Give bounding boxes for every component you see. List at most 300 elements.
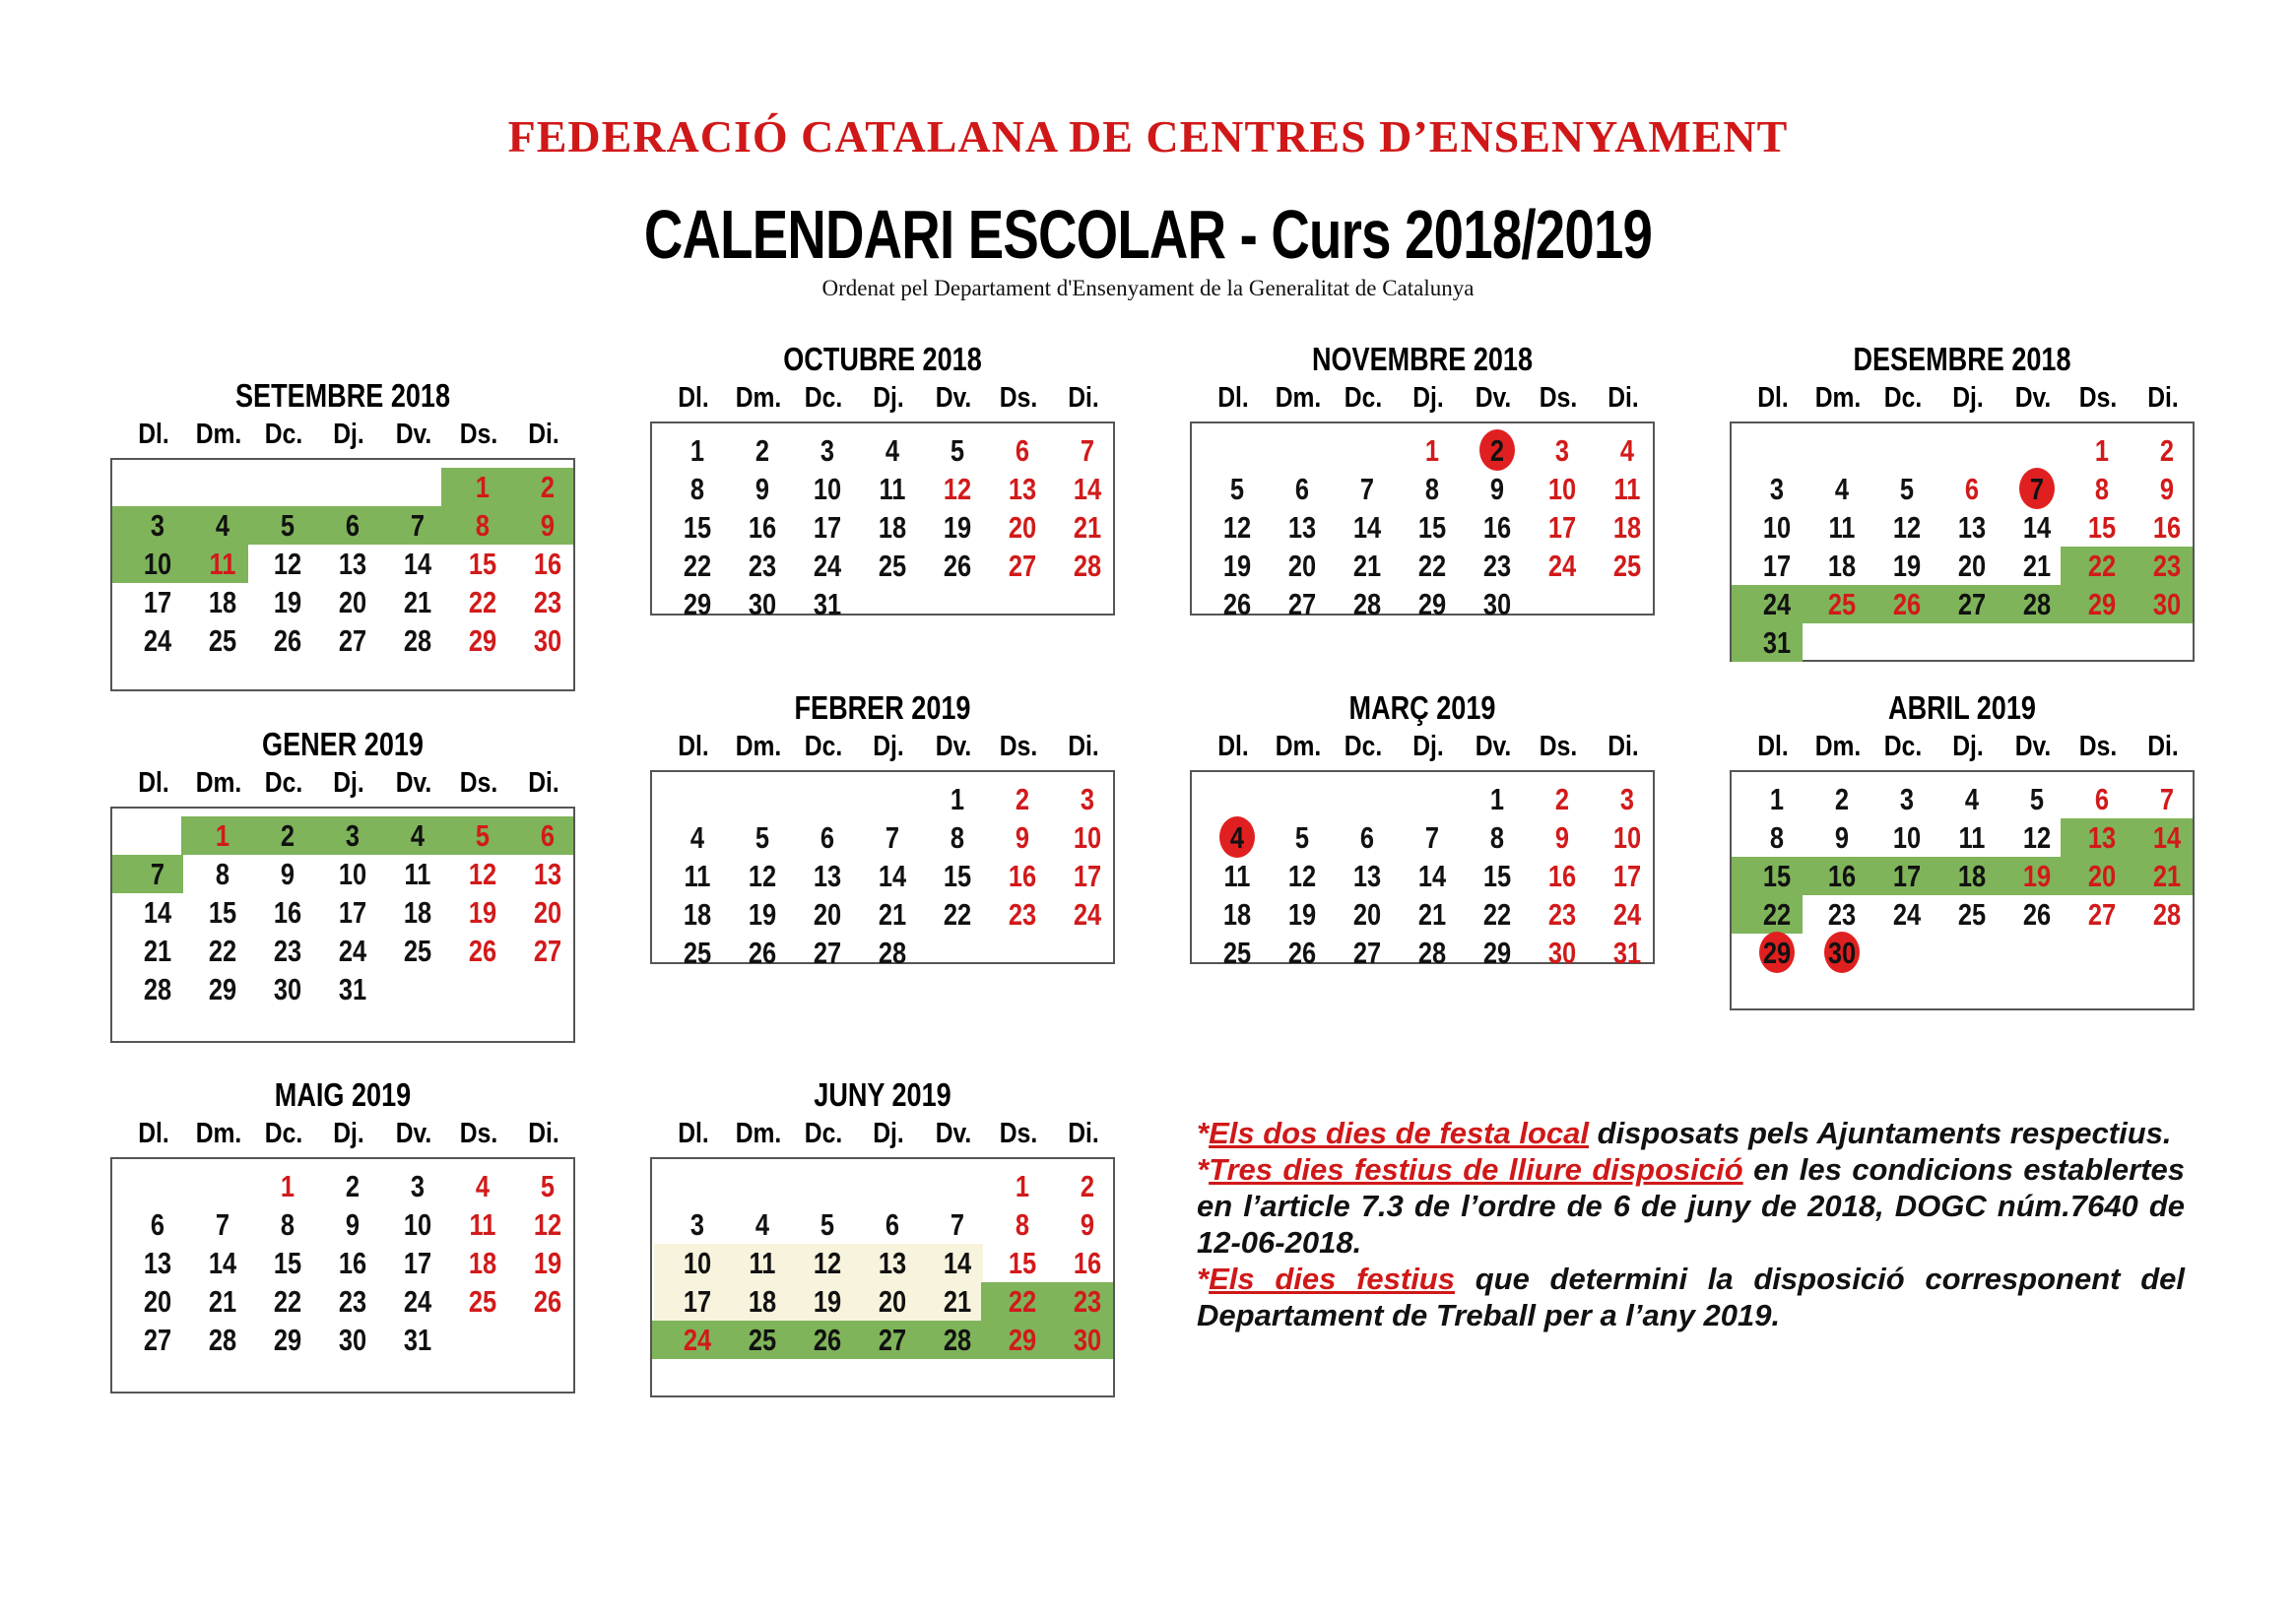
day-number: 4 <box>1229 820 1245 855</box>
day-number: 21 <box>1073 510 1102 545</box>
day-number: 21 <box>943 1284 972 1319</box>
weekday-label: Ds. <box>459 1118 498 1149</box>
day-number: 6 <box>150 1207 165 1242</box>
weekday-label: Dm. <box>735 382 782 414</box>
day-number: 23 <box>338 1284 367 1319</box>
weekday-label: Ds. <box>459 767 498 799</box>
day-number: 7 <box>2159 782 2175 816</box>
day-number: 7 <box>1424 820 1440 855</box>
day-number: 19 <box>1222 549 1252 583</box>
day-number: 25 <box>1957 897 1987 932</box>
day-number: 3 <box>1554 433 1570 468</box>
day-number: 8 <box>1489 820 1505 855</box>
weekday-label: Dm. <box>1275 731 1322 762</box>
day-number: 12 <box>1287 859 1317 893</box>
weekday-label: Dm. <box>195 767 242 799</box>
weekday-label: Di. <box>528 1118 559 1149</box>
day-number: 23 <box>1547 897 1577 932</box>
day-number: 31 <box>813 587 842 621</box>
day-number: 17 <box>1073 859 1102 893</box>
day-number: 23 <box>1073 1284 1102 1319</box>
day-number: 3 <box>689 1207 705 1242</box>
day-number: 26 <box>1287 936 1317 970</box>
day-number: 27 <box>1287 587 1317 621</box>
weekday-label: Dc. <box>1344 731 1383 762</box>
day-number: 30 <box>338 1323 367 1357</box>
day-number: 28 <box>878 936 907 970</box>
weekday-label: Dl. <box>138 767 169 799</box>
day-number: 26 <box>1222 587 1252 621</box>
day-number: 22 <box>1762 897 1792 932</box>
day-number: 1 <box>689 433 705 468</box>
day-number: 4 <box>215 508 230 543</box>
day-number: 18 <box>878 510 907 545</box>
month-grid <box>650 770 1115 970</box>
day-number: 27 <box>1008 549 1037 583</box>
day-number: 9 <box>345 1207 361 1242</box>
weekday-label: Di. <box>2147 731 2179 762</box>
day-number: 5 <box>1229 472 1245 506</box>
day-number: 27 <box>2087 897 2117 932</box>
weekday-label: Dj. <box>1952 731 1984 762</box>
day-number: 30 <box>1073 1323 1102 1357</box>
day-number: 12 <box>1892 510 1922 545</box>
day-number: 29 <box>208 972 237 1006</box>
day-number: 14 <box>1073 472 1102 506</box>
day-number: 25 <box>1612 549 1642 583</box>
day-number: 24 <box>1547 549 1577 583</box>
day-number: 13 <box>533 857 562 891</box>
day-number: 14 <box>943 1246 972 1280</box>
day-number: 10 <box>1612 820 1642 855</box>
weekday-label: Dm. <box>1814 382 1862 414</box>
day-number: 17 <box>1612 859 1642 893</box>
weekday-header <box>120 1118 575 1151</box>
day-number: 22 <box>683 549 712 583</box>
day-number: 13 <box>878 1246 907 1280</box>
weekday-label: Dv. <box>1475 382 1512 414</box>
day-number: 14 <box>2152 820 2182 855</box>
day-number: 30 <box>1482 587 1512 621</box>
day-number: 14 <box>1352 510 1382 545</box>
day-number: 6 <box>1964 472 1980 506</box>
day-number: 27 <box>533 934 562 968</box>
weekday-label: Dm. <box>1275 382 1322 414</box>
day-number: 21 <box>878 897 907 932</box>
day-number: 22 <box>1482 897 1512 932</box>
weekday-label: Dj. <box>1412 382 1444 414</box>
day-number: 13 <box>1352 859 1382 893</box>
day-number: 11 <box>209 547 236 581</box>
weekday-label: Dc. <box>1883 731 1923 762</box>
day-number: 7 <box>2029 472 2045 506</box>
day-number: 4 <box>885 433 900 468</box>
weekday-label: Dj. <box>873 731 904 762</box>
weekday-label: Di. <box>528 419 559 450</box>
day-number: 11 <box>1958 820 1986 855</box>
day-number: 28 <box>403 623 432 658</box>
month-grid <box>1730 770 2195 1010</box>
day-number: 27 <box>1957 587 1987 621</box>
day-number: 5 <box>1899 472 1915 506</box>
weekday-label: Dv. <box>2014 731 2052 762</box>
day-number: 8 <box>215 857 230 891</box>
weekday-label: Dj. <box>1952 382 1984 414</box>
day-number: 3 <box>820 433 835 468</box>
day-number: 9 <box>280 857 295 891</box>
day-number: 28 <box>2022 587 2052 621</box>
day-number: 14 <box>208 1246 237 1280</box>
day-number: 29 <box>2087 587 2117 621</box>
day-number: 1 <box>1489 782 1505 816</box>
day-number: 13 <box>143 1246 172 1280</box>
weekday-label: Dc. <box>804 731 843 762</box>
day-number: 8 <box>475 508 491 543</box>
day-number: 24 <box>1612 897 1642 932</box>
day-number: 20 <box>878 1284 907 1319</box>
day-number: 29 <box>683 587 712 621</box>
day-number: 23 <box>533 585 562 619</box>
weekday-label: Dm. <box>735 1118 782 1149</box>
weekday-label: Ds. <box>999 382 1038 414</box>
day-number: 10 <box>1073 820 1102 855</box>
day-number: 28 <box>2152 897 2182 932</box>
calendar-subtitle: Ordenat pel Departament d'Ensenyament de la Generalitat de Catalunya <box>821 276 1475 300</box>
weekday-label: Dl. <box>1757 731 1789 762</box>
day-number: 31 <box>403 1323 432 1357</box>
day-number: 14 <box>1417 859 1447 893</box>
day-number: 2 <box>280 818 295 853</box>
day-number: 16 <box>1827 859 1857 893</box>
day-number: 2 <box>2159 433 2175 468</box>
day-number: 26 <box>2022 897 2052 932</box>
day-number: 9 <box>754 472 770 506</box>
day-number: 17 <box>813 510 842 545</box>
day-number: 19 <box>1287 897 1317 932</box>
day-number: 16 <box>1547 859 1577 893</box>
weekday-label: Di. <box>528 767 559 799</box>
month-name: GENER 2019 <box>262 726 424 762</box>
day-number: 17 <box>683 1284 712 1319</box>
day-number: 3 <box>410 1169 426 1203</box>
day-number: 3 <box>1769 472 1785 506</box>
day-number: 4 <box>1619 433 1635 468</box>
day-number: 11 <box>1613 472 1641 506</box>
day-number: 1 <box>950 782 965 816</box>
day-number: 25 <box>683 936 712 970</box>
day-number: 18 <box>1612 510 1642 545</box>
month-name: MARÇ 2019 <box>1348 689 1496 726</box>
weekday-label: Dv. <box>935 382 972 414</box>
day-number: 15 <box>1417 510 1447 545</box>
day-number: 5 <box>2029 782 2045 816</box>
day-number: 18 <box>748 1284 777 1319</box>
day-number: 5 <box>475 818 491 853</box>
weekday-label: Dm. <box>735 731 782 762</box>
day-number: 20 <box>338 585 367 619</box>
day-number: 22 <box>208 934 237 968</box>
day-number: 18 <box>1222 897 1252 932</box>
note-holidays: *Els dies festius que determini la disposició corresponent del Departament de Treball per a l’any 2019. <box>1197 1262 2185 1332</box>
weekday-label: Dl. <box>1757 382 1789 414</box>
day-number: 3 <box>345 818 361 853</box>
day-number: 24 <box>683 1323 712 1357</box>
day-number: 7 <box>215 1207 230 1242</box>
month-grid <box>110 1157 575 1394</box>
day-number: 20 <box>1957 549 1987 583</box>
day-number: 29 <box>273 1323 302 1357</box>
weekday-label: Dv. <box>395 419 432 450</box>
day-number: 10 <box>1762 510 1792 545</box>
day-number: 9 <box>540 508 556 543</box>
day-number: 23 <box>2152 549 2182 583</box>
weekday-header <box>660 382 1115 416</box>
day-number: 5 <box>1294 820 1310 855</box>
day-number: 8 <box>1424 472 1440 506</box>
day-number: 5 <box>820 1207 835 1242</box>
day-number: 10 <box>1547 472 1577 506</box>
day-number: 2 <box>345 1169 361 1203</box>
day-number: 30 <box>748 587 777 621</box>
day-number: 19 <box>468 895 497 930</box>
day-number: 2 <box>1015 782 1030 816</box>
calendar-title: CALENDARI ESCOLAR - Curs 2018/2019 <box>643 196 1653 273</box>
day-number: 8 <box>1015 1207 1030 1242</box>
day-number: 18 <box>208 585 237 619</box>
day-number: 26 <box>533 1284 562 1319</box>
day-number: 6 <box>885 1207 900 1242</box>
day-number: 11 <box>404 857 431 891</box>
day-number: 24 <box>813 549 842 583</box>
weekday-label: Dv. <box>935 731 972 762</box>
day-number: 6 <box>820 820 835 855</box>
weekday-label: Dl. <box>138 419 169 450</box>
month-name: NOVEMBRE 2018 <box>1311 341 1534 377</box>
day-number: 6 <box>2094 782 2110 816</box>
day-number: 1 <box>1015 1169 1030 1203</box>
day-number: 25 <box>468 1284 497 1319</box>
day-number: 8 <box>950 820 965 855</box>
month-grid <box>1730 421 2195 662</box>
day-number: 29 <box>1762 936 1792 970</box>
day-number: 2 <box>1080 1169 1095 1203</box>
day-number: 15 <box>683 510 712 545</box>
weekday-label: Dl. <box>678 382 709 414</box>
day-number: 22 <box>1008 1284 1037 1319</box>
day-number: 24 <box>403 1284 432 1319</box>
day-number: 17 <box>338 895 367 930</box>
weekday-header <box>660 1118 1115 1151</box>
day-number: 21 <box>2152 859 2182 893</box>
day-number: 24 <box>1892 897 1922 932</box>
day-number: 21 <box>1417 897 1447 932</box>
day-number: 22 <box>468 585 497 619</box>
day-number: 22 <box>943 897 972 932</box>
day-number: 7 <box>1359 472 1375 506</box>
day-number: 23 <box>748 549 777 583</box>
day-number: 12 <box>533 1207 562 1242</box>
day-number: 6 <box>345 508 361 543</box>
weekday-header <box>660 731 1115 764</box>
weekday-label: Ds. <box>2078 382 2118 414</box>
weekday-label: Dv. <box>1475 731 1512 762</box>
day-number: 1 <box>2094 433 2110 468</box>
month-name: OCTUBRE 2018 <box>783 341 982 377</box>
day-number: 22 <box>273 1284 302 1319</box>
weekday-label: Dc. <box>264 1118 303 1149</box>
day-number: 17 <box>1547 510 1577 545</box>
day-number: 17 <box>143 585 172 619</box>
day-number: 12 <box>273 547 302 581</box>
day-number: 13 <box>813 859 842 893</box>
day-number: 13 <box>1287 510 1317 545</box>
weekday-label: Dc. <box>804 1118 843 1149</box>
day-number: 2 <box>1834 782 1850 816</box>
weekday-label: Di. <box>1068 1118 1099 1149</box>
day-number: 6 <box>540 818 556 853</box>
day-number: 3 <box>1619 782 1635 816</box>
weekday-header <box>1200 382 1655 416</box>
weekday-header <box>1200 731 1655 764</box>
weekday-label: Di. <box>1068 731 1099 762</box>
weekday-label: Di. <box>2147 382 2179 414</box>
day-number: 30 <box>273 972 302 1006</box>
day-number: 20 <box>1352 897 1382 932</box>
day-number: 10 <box>143 547 172 581</box>
day-number: 21 <box>403 585 432 619</box>
weekday-label: Dv. <box>935 1118 972 1149</box>
day-number: 9 <box>1554 820 1570 855</box>
weekday-header <box>1739 382 2195 416</box>
day-number: 20 <box>533 895 562 930</box>
day-number: 13 <box>1008 472 1037 506</box>
day-number: 28 <box>208 1323 237 1357</box>
weekday-label: Ds. <box>1539 382 1578 414</box>
day-number: 26 <box>273 623 302 658</box>
day-number: 4 <box>754 1207 770 1242</box>
day-number: 28 <box>943 1323 972 1357</box>
day-number: 15 <box>468 547 497 581</box>
day-number: 20 <box>2087 859 2117 893</box>
day-number: 14 <box>403 547 432 581</box>
weekday-label: Dv. <box>395 767 432 799</box>
month-name: FEBRER 2019 <box>794 689 971 726</box>
weekday-label: Dv. <box>395 1118 432 1149</box>
day-number: 11 <box>749 1246 776 1280</box>
weekday-label: Dj. <box>333 419 364 450</box>
weekday-label: Ds. <box>1539 731 1578 762</box>
day-number: 25 <box>748 1323 777 1357</box>
day-number: 25 <box>1222 936 1252 970</box>
day-number: 26 <box>468 934 497 968</box>
day-number: 10 <box>1892 820 1922 855</box>
weekday-label: Dm. <box>1814 731 1862 762</box>
notes <box>1197 1115 2185 1333</box>
day-number: 2 <box>540 470 556 504</box>
day-number: 1 <box>1424 433 1440 468</box>
day-number: 10 <box>813 472 842 506</box>
day-number: 23 <box>1008 897 1037 932</box>
day-number: 21 <box>143 934 172 968</box>
day-number: 7 <box>150 857 165 891</box>
day-number: 28 <box>143 972 172 1006</box>
day-number: 3 <box>1080 782 1095 816</box>
day-number: 22 <box>1417 549 1447 583</box>
day-number: 4 <box>1834 472 1850 506</box>
day-number: 19 <box>2022 859 2052 893</box>
day-number: 8 <box>1769 820 1785 855</box>
day-number: 27 <box>878 1323 907 1357</box>
weekday-label: Ds. <box>999 731 1038 762</box>
day-number: 18 <box>1827 549 1857 583</box>
day-number: 20 <box>1287 549 1317 583</box>
day-number: 9 <box>1080 1207 1095 1242</box>
day-number: 20 <box>813 897 842 932</box>
day-number: 11 <box>1828 510 1856 545</box>
day-number: 28 <box>1417 936 1447 970</box>
day-number: 4 <box>410 818 426 853</box>
day-number: 2 <box>754 433 770 468</box>
day-number: 30 <box>533 623 562 658</box>
month-name: DESEMBRE 2018 <box>1853 341 2071 377</box>
day-number: 10 <box>403 1207 432 1242</box>
weekday-label: Dj. <box>333 767 364 799</box>
day-number: 21 <box>1352 549 1382 583</box>
day-number: 25 <box>403 934 432 968</box>
day-number: 19 <box>943 510 972 545</box>
day-number: 12 <box>2022 820 2052 855</box>
day-number: 4 <box>689 820 705 855</box>
day-number: 8 <box>2094 472 2110 506</box>
weekday-label: Dv. <box>2014 382 2052 414</box>
day-number: 7 <box>885 820 900 855</box>
day-number: 26 <box>748 936 777 970</box>
weekday-label: Dc. <box>1344 382 1383 414</box>
day-number: 11 <box>1223 859 1251 893</box>
weekday-label: Dc. <box>1883 382 1923 414</box>
month-name: MAIG 2019 <box>274 1076 412 1113</box>
day-number: 20 <box>143 1284 172 1319</box>
weekday-header <box>120 767 575 801</box>
weekday-label: Di. <box>1607 731 1639 762</box>
day-number: 21 <box>2022 549 2052 583</box>
day-number: 28 <box>1073 549 1102 583</box>
day-number: 26 <box>813 1323 842 1357</box>
day-number: 20 <box>1008 510 1037 545</box>
day-number: 14 <box>2022 510 2052 545</box>
day-number: 1 <box>215 818 230 853</box>
day-number: 25 <box>208 623 237 658</box>
day-number: 29 <box>1482 936 1512 970</box>
day-number: 12 <box>813 1246 842 1280</box>
month-name: ABRIL 2019 <box>1888 689 2036 726</box>
day-number: 7 <box>1080 433 1095 468</box>
day-number: 31 <box>1612 936 1642 970</box>
day-number: 19 <box>273 585 302 619</box>
weekday-label: Dj. <box>333 1118 364 1149</box>
day-number: 23 <box>273 934 302 968</box>
day-number: 30 <box>2152 587 2182 621</box>
day-number: 12 <box>943 472 972 506</box>
day-number: 10 <box>683 1246 712 1280</box>
month-grid <box>110 807 575 1043</box>
day-number: 16 <box>273 895 302 930</box>
day-number: 25 <box>878 549 907 583</box>
weekday-label: Dm. <box>195 419 242 450</box>
day-number: 17 <box>1892 859 1922 893</box>
day-number: 9 <box>1489 472 1505 506</box>
day-number: 8 <box>689 472 705 506</box>
